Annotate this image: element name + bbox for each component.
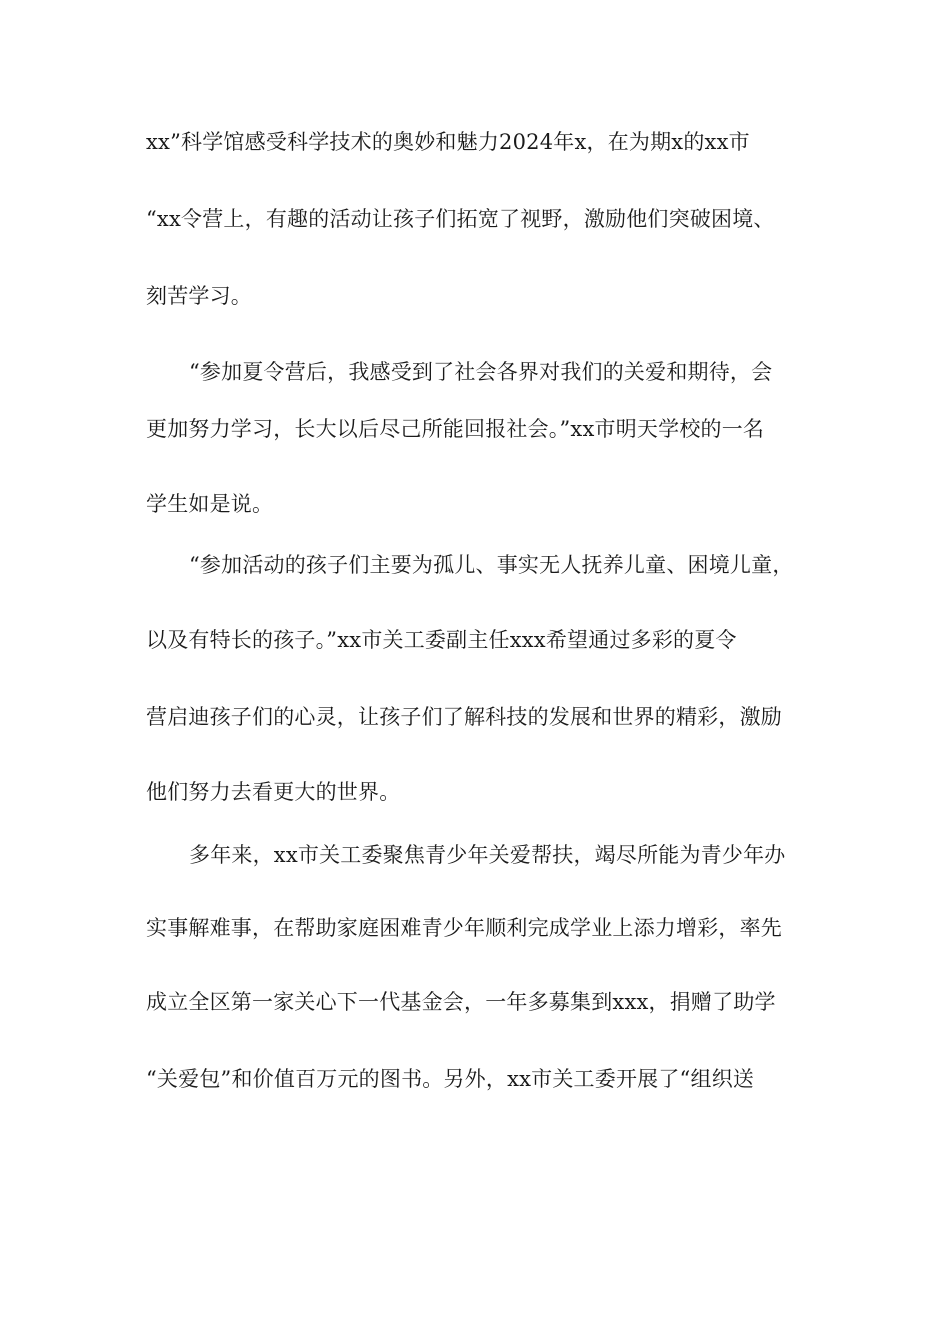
paragraph-line: 更加努力学习，长大以后尽己所能回报社会。”xx市明天学校的一名 [146, 417, 765, 441]
paragraph-line: “xx令营上，有趣的活动让孩子们拓宽了视野，激励他们突破困境、 [146, 207, 775, 231]
paragraph-line: 学生如是说。 [146, 492, 274, 516]
paragraph-line: “参加活动的孩子们主要为孤儿、事实无人抚养儿童、困境儿童， [189, 553, 794, 577]
paragraph-line: 刻苦学习。 [146, 284, 252, 308]
paragraph-line: 实事解难事，在帮助家庭困难青少年顺利完成学业上添力增彩，率先 [146, 916, 782, 940]
paragraph-line: xx”科学馆感受科学技术的奥妙和魅力2024年x，在为期x的xx市 [146, 130, 750, 154]
paragraph-line: 多年来，xx市关工委聚焦青少年关爱帮扶，竭尽所能为青少年办 [189, 843, 786, 867]
paragraph-line: “参加夏令营后，我感受到了社会各界对我们的关爱和期待，会 [189, 360, 773, 384]
paragraph-line: 他们努力去看更大的世界。 [146, 780, 401, 804]
paragraph-line: 营启迪孩子们的心灵，让孩子们了解科技的发展和世界的精彩，激励 [146, 705, 782, 729]
paragraph-line: 以及有特长的孩子。”xx市关工委副主任xxx希望通过多彩的夏令 [146, 628, 737, 652]
paragraph-line: “关爱包”和价值百万元的图书。另外，xx市关工委开展了“组织送 [146, 1067, 755, 1091]
paragraph-line: 成立全区第一家关心下一代基金会，一年多募集到xxx，捐赠了助学 [146, 990, 776, 1014]
